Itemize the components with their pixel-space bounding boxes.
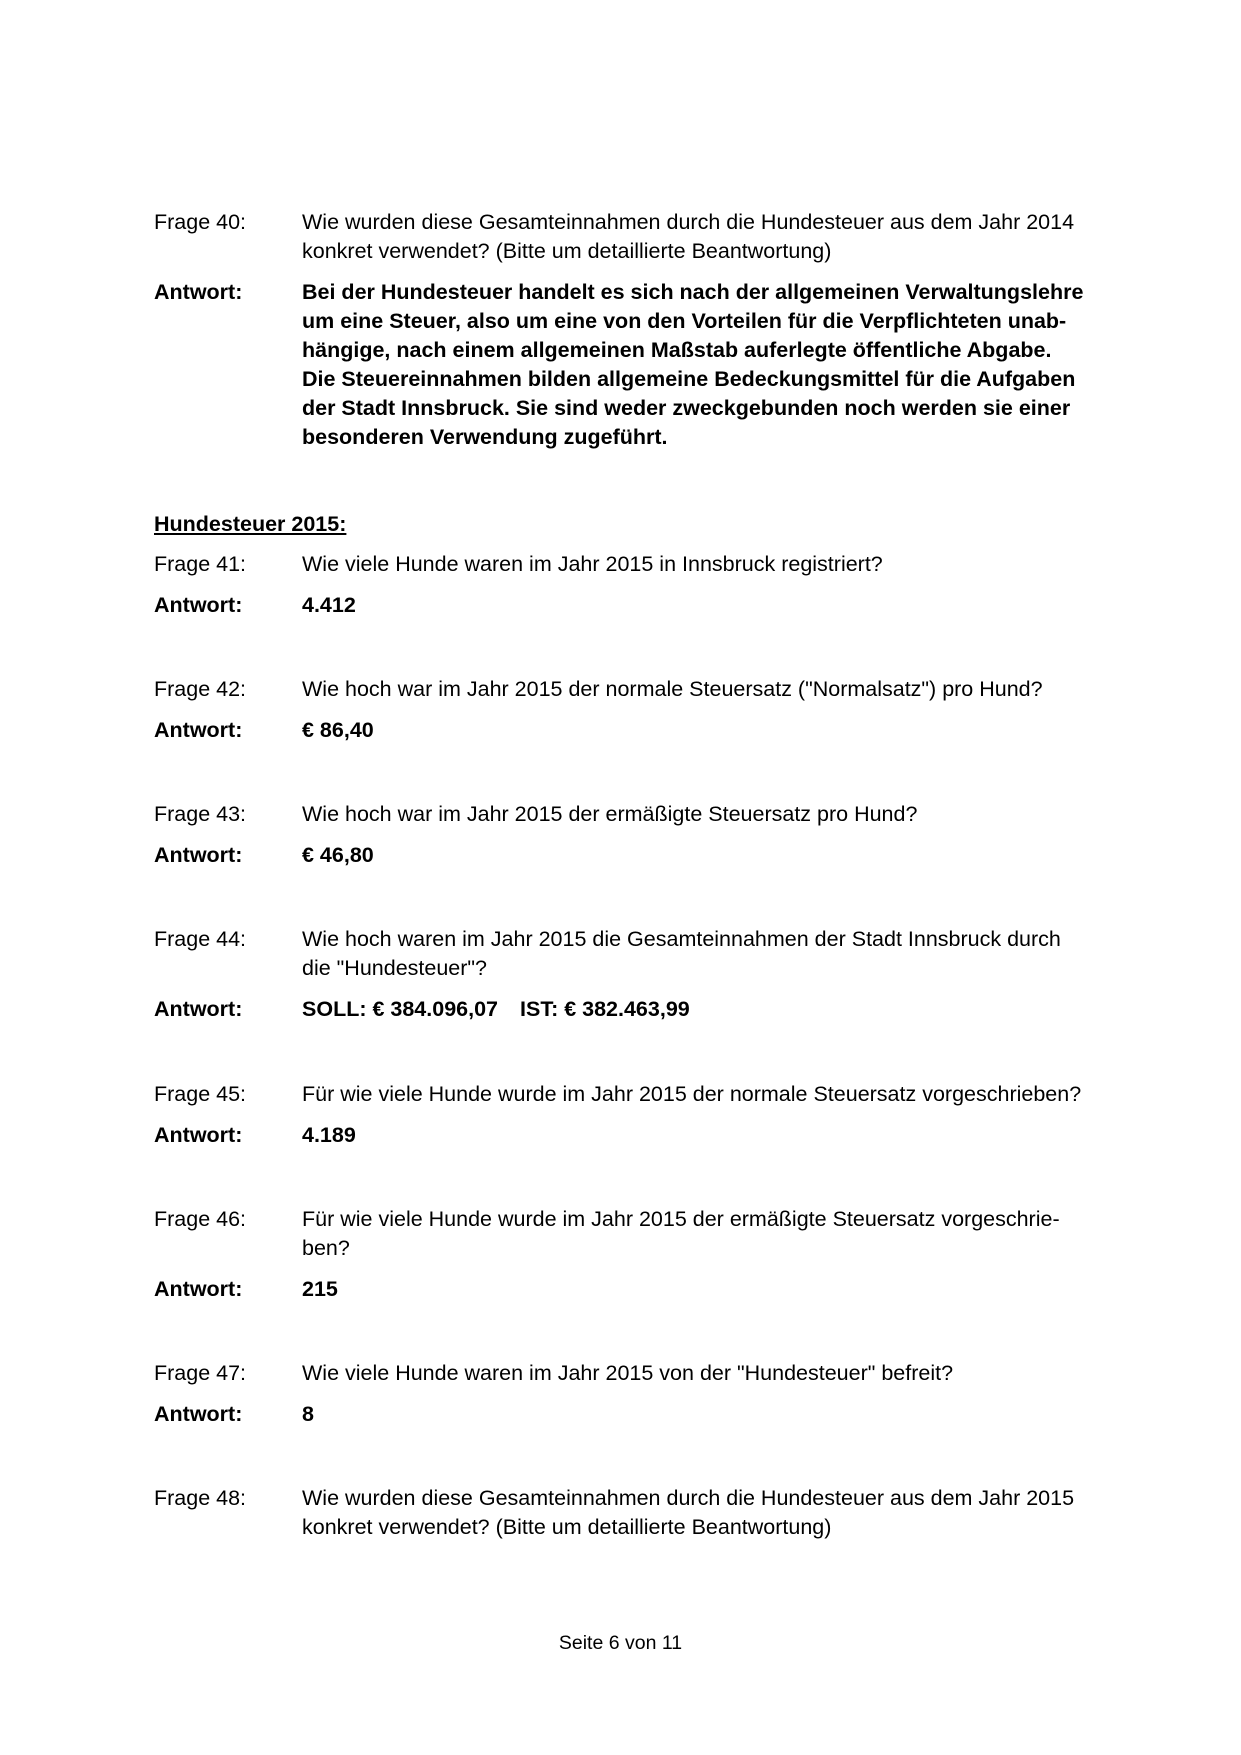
question-label: Frage 46: — [154, 1207, 247, 1231]
answer-line: um eine Steuer, also um eine von den Vorteilen für die Verpflichteten unab- — [302, 309, 1067, 333]
answer-line: besonderen Verwendung zugeführt. — [302, 425, 668, 449]
question-45 — [154, 1080, 1144, 1109]
question-line: konkret verwendet? (Bitte um detaillierte Beantwortung) — [302, 1515, 832, 1539]
answer-label: Antwort: — [154, 1123, 243, 1147]
question-text-content: Wie wurden diese Gesamteinnahmen durch die Hundesteuer aus dem Jahr 2014 konkret verwendet? (Bitte um detaillierte Beantwortung) — [302, 210, 1075, 263]
question-text: Wie hoch war im Jahr 2015 der ermäßigte Steuersatz pro Hund? — [302, 802, 918, 826]
answer-text: 4.412 — [302, 593, 356, 617]
answer-line: hängige, nach einem allgemeinen Maßstab auferlegte öffentliche Abgabe. — [302, 338, 1052, 362]
question-text — [302, 925, 1144, 983]
answer-line: der Stadt Innsbruck. Sie sind weder zweckgebunden noch werden sie einer — [302, 396, 1071, 420]
answer-text: € 46,80 — [302, 843, 374, 867]
question-line: Für wie viele Hunde wurde im Jahr 2015 der ermäßigte Steuersatz vorgeschrie- — [302, 1207, 1060, 1231]
answer-line: Bei der Hundesteuer handelt es sich nach der allgemeinen Verwaltungslehre — [302, 280, 1084, 304]
answer-label: Antwort: — [154, 718, 243, 742]
question-label: Frage 45: — [154, 1082, 247, 1106]
question-44 — [154, 925, 1144, 983]
answer-label: Antwort: — [154, 280, 243, 304]
answer-text — [302, 995, 1144, 1024]
question-text: Wie viele Hunde waren im Jahr 2015 von der "Hundesteuer" befreit? — [302, 1361, 954, 1385]
answer-label: Antwort: — [154, 593, 243, 617]
answer-44 — [154, 995, 1144, 1024]
answer-label: Antwort: — [154, 1402, 243, 1426]
section-title: Hundesteuer 2015: — [154, 512, 347, 536]
answer-46 — [154, 1275, 1144, 1304]
question-46 — [154, 1205, 1144, 1263]
answer-text: 4.189 — [302, 1123, 356, 1147]
answer-text — [302, 278, 1144, 452]
question-text: Wie hoch war im Jahr 2015 der normale Steuersatz ("Normalsatz") pro Hund? — [302, 677, 1043, 701]
question-41 — [154, 550, 1144, 579]
question-48 — [154, 1484, 1144, 1542]
question-text: Für wie viele Hunde wurde im Jahr 2015 der normale Steuersatz vorgeschrieben? — [302, 1082, 1082, 1106]
question-label: Frage 40: — [154, 210, 247, 234]
answer-41 — [154, 591, 1144, 620]
question-label: Frage 41: — [154, 552, 247, 576]
question-42 — [154, 675, 1144, 704]
question-line: ben? — [302, 1236, 350, 1260]
answer-45 — [154, 1121, 1144, 1150]
answer-text: € 86,40 — [302, 718, 374, 742]
question-label: Frage 47: — [154, 1361, 247, 1385]
answer-soll: SOLL: € 384.096,07 — [302, 997, 498, 1021]
question-text — [302, 1205, 1144, 1263]
answer-text: 8 — [302, 1402, 314, 1426]
answer-42 — [154, 716, 1144, 745]
question-label: Frage 42: — [154, 677, 247, 701]
question-line: Wie hoch waren im Jahr 2015 die Gesamteinnahmen der Stadt Innsbruck durch — [302, 927, 1061, 951]
answer-label: Antwort: — [154, 1277, 243, 1301]
answer-label: Antwort: — [154, 997, 243, 1021]
answer-43 — [154, 841, 1144, 870]
answer-text: 215 — [302, 1277, 338, 1301]
question-text — [302, 208, 1144, 266]
question-line: die "Hundesteuer"? — [302, 956, 487, 980]
question-text — [302, 1484, 1144, 1542]
answer-ist: IST: € 382.463,99 — [520, 997, 690, 1021]
page-number: Seite 6 von 11 — [558, 1632, 683, 1654]
question-text: Wie viele Hunde waren im Jahr 2015 in Innsbruck registriert? — [302, 552, 883, 576]
question-40 — [154, 208, 1144, 266]
question-label: Frage 43: — [154, 802, 247, 826]
question-label: Frage 44: — [154, 927, 247, 951]
question-label: Frage 48: — [154, 1486, 247, 1510]
question-47 — [154, 1359, 1144, 1388]
answer-line: Die Steuereinnahmen bilden allgemeine Bedeckungsmittel für die Aufgaben — [302, 367, 1076, 391]
answer-47 — [154, 1400, 1144, 1429]
question-line: Wie wurden diese Gesamteinnahmen durch die Hundesteuer aus dem Jahr 2015 — [302, 1486, 1075, 1510]
question-43 — [154, 800, 1144, 829]
answer-40 — [154, 278, 1144, 452]
answer-label: Antwort: — [154, 843, 243, 867]
